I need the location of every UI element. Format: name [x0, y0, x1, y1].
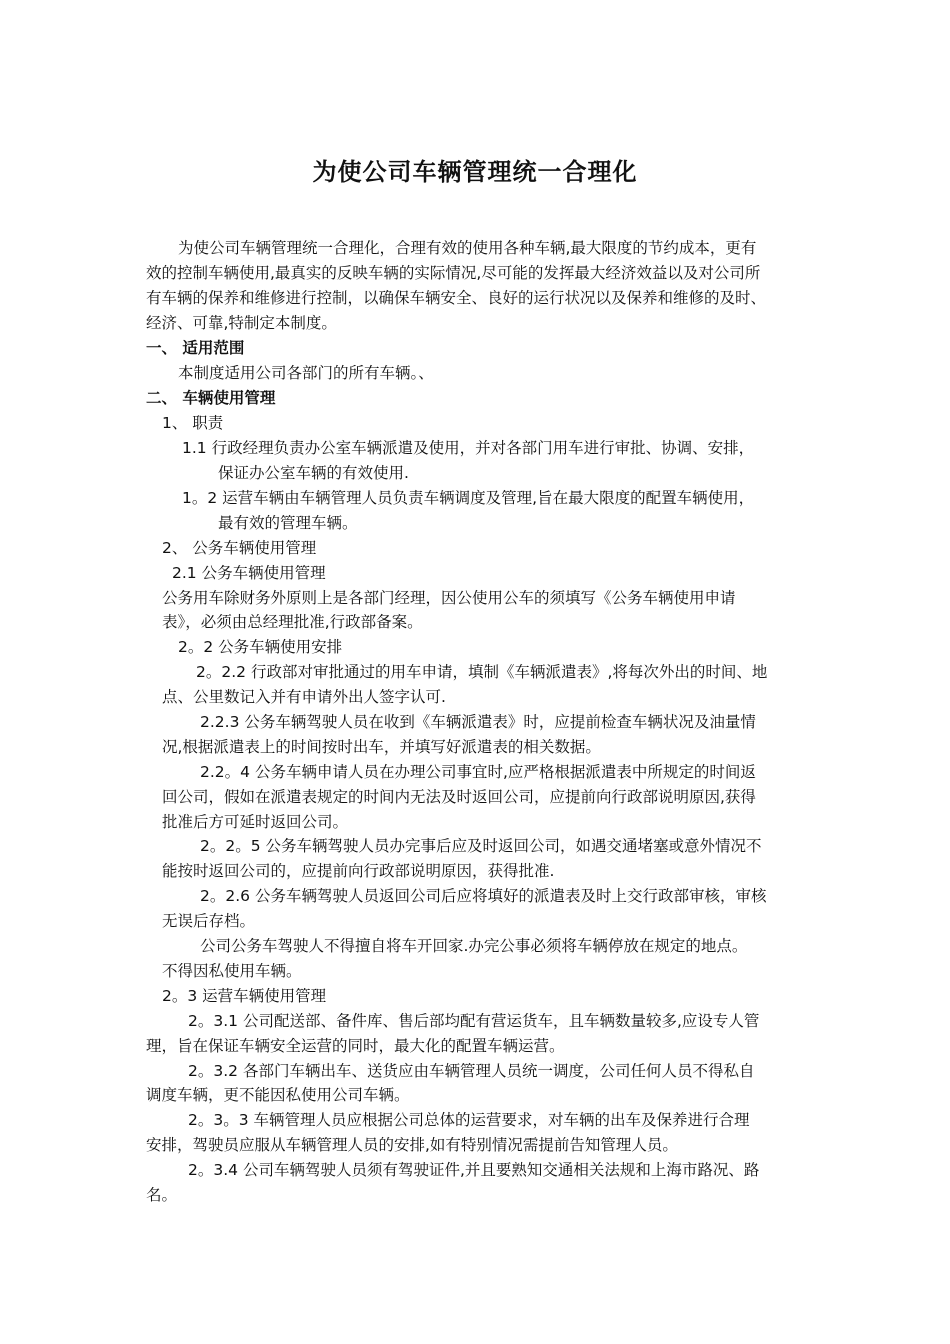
paragraph-line: 2。3.1 公司配送部、备件库、售后部均配有营运货车，且车辆数量较多,应设专人管	[188, 1012, 760, 1030]
paragraph-line: 2.2.3 公务车辆驾驶人员在收到《车辆派遣表》时，应提前检查车辆状况及油量情	[200, 713, 756, 731]
subsection-heading: 2。3 运营车辆使用管理	[162, 987, 327, 1005]
paragraph-line: 2.2。4 公务车辆申请人员在办理公司事宜时,应严格根据派遣表中所规定的时间返	[200, 763, 756, 781]
paragraph-line: 表》，必须由总经理批准,行政部备案。	[162, 613, 423, 631]
paragraph-line: 点、公里数记入并有申请外出人签字认可.	[162, 688, 446, 706]
paragraph-line: 公务用车除财务外原则上是各部门经理，因公使用公车的须填写《公务车辆使用申请	[162, 589, 736, 607]
paragraph-line: 不得因私使用车辆。	[162, 962, 302, 980]
paragraph-line: 2。3。3 车辆管理人员应根据公司总体的运营要求，对车辆的出车及保养进行合理	[188, 1111, 750, 1129]
paragraph-line: 效的控制车辆使用,最真实的反映车辆的实际情况,尽可能的发挥最大经济效益以及对公司所	[146, 264, 761, 282]
subsection-heading: 2、 公务车辆使用管理	[162, 539, 317, 557]
paragraph-line: 2。2.6 公务车辆驾驶人员返回公司后应将填好的派遣表及时上交行政部审核，审核	[200, 887, 767, 905]
paragraph-line: 有车辆的保养和维修进行控制，以确保车辆安全、良好的运行状况以及保养和维修的及时、	[146, 289, 767, 307]
paragraph-line: 名。	[146, 1186, 178, 1204]
paragraph-line: 保证办公室车辆的有效使用.	[218, 464, 409, 482]
paragraph-line: 公司公务车驾驶人不得擅自将车开回家.办完公事必须将车辆停放在规定的地点。	[200, 937, 748, 955]
paragraph-line: 理，旨在保证车辆安全运营的同时，最大化的配置车辆运营。	[146, 1037, 565, 1055]
paragraph-line: 回公司，假如在派遣表规定的时间内无法及时返回公司，应提前向行政部说明原因,获得	[162, 788, 756, 806]
paragraph-line: 2。3.2 各部门车辆出车、送货应由车辆管理人员统一调度，公司任何人员不得私自	[188, 1062, 755, 1080]
paragraph-line: 经济、可靠,特制定本制度。	[146, 314, 337, 332]
paragraph-line: 本制度适用公司各部门的所有车辆。、	[178, 364, 434, 382]
paragraph-line: 调度车辆，更不能因私使用公司车辆。	[146, 1086, 410, 1104]
paragraph-line: 1。2 运营车辆由车辆管理人员负责车辆调度及管理,旨在最大限度的配置车辆使用，	[182, 489, 755, 507]
paragraph-line: 2。3.4 公司车辆驾驶人员须有驾驶证件,并且要熟知交通相关法规和上海市路况、路	[188, 1161, 760, 1179]
paragraph-line: 1.1 行政经理负责办公室车辆派遣及使用，并对各部门用车进行审批、协调、安排，	[182, 439, 755, 457]
paragraph-line: 况,根据派遣表上的时间按时出车，并填写好派遣表的相关数据。	[162, 738, 601, 756]
section-heading: 二、 车辆使用管理	[146, 389, 276, 407]
paragraph-line: 安排，驾驶员应服从车辆管理人员的安排,如有特别情况需提前告知管理人员。	[146, 1136, 678, 1154]
section-heading: 一、 适用范围	[146, 339, 245, 357]
subsection-heading: 2。2 公务车辆使用安排	[178, 638, 343, 656]
subsection-heading: 1、 职责	[162, 414, 224, 432]
subsection-heading: 2.1 公务车辆使用管理	[172, 564, 326, 582]
paragraph-line: 无误后存档。	[162, 912, 256, 930]
paragraph-line: 为使公司车辆管理统一合理化，合理有效的使用各种车辆,最大限度的节约成本，更有	[178, 239, 757, 257]
paragraph-line: 2。2.2 行政部对审批通过的用车申请，填制《车辆派遣表》,将每次外出的时间、地	[196, 663, 768, 681]
paragraph-line: 最有效的管理车辆。	[218, 514, 358, 532]
document-title: 为使公司车辆管理统一合理化	[312, 158, 638, 186]
paragraph-line: 能按时返回公司的，应提前向行政部说明原因，获得批准.	[162, 862, 555, 880]
paragraph-line: 2。2。5 公务车辆驾驶人员办完事后应及时返回公司，如遇交通堵塞或意外情况不	[200, 837, 762, 855]
paragraph-line: 批准后方可延时返回公司。	[162, 813, 349, 831]
